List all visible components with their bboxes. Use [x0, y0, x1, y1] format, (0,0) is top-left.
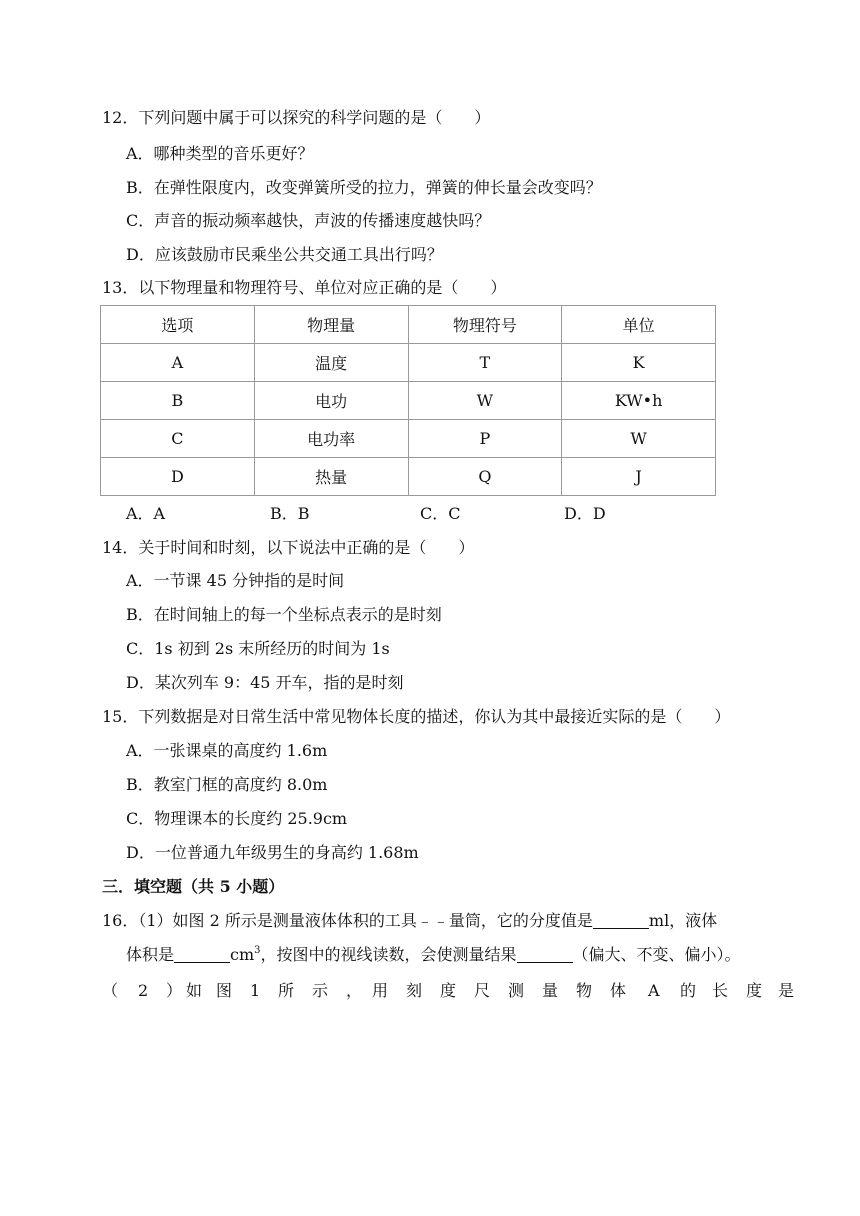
q15-option-a: A．一张课桌的高度约 1.6m — [126, 741, 328, 760]
table-cell: 电功 — [254, 382, 408, 420]
q15-stem: 15．下列数据是对日常生活中常见物体长度的描述，你认为其中最接近实际的是（ ） — [102, 707, 731, 726]
table-cell: D — [101, 458, 255, 496]
q14-option-d: D．某次列车 9：45 开车，指的是时刻 — [126, 673, 404, 692]
q16-char: 图 — [216, 981, 233, 1000]
q16-char: 体 — [610, 981, 627, 1000]
q14-option-c: C．1s 初到 2s 末所经历的时间为 1s — [126, 639, 390, 658]
q15-option-d: D．一位普通九年级男生的身高约 1.68m — [126, 843, 419, 862]
table-header-cell: 选项 — [101, 306, 255, 344]
q12-option-c: C．声音的振动频率越快，声波的传播速度越快吗？ — [126, 211, 491, 230]
q16-line1 — [102, 911, 717, 931]
table-row — [101, 420, 716, 458]
answer-blank[interactable] — [174, 946, 230, 963]
q16-char: 度 — [746, 981, 763, 1000]
q16-char: 1 — [250, 981, 261, 1000]
table-row — [101, 458, 716, 496]
q12-option-a: A．哪种类型的音乐更好？ — [126, 144, 314, 163]
q16-char: （ — [102, 981, 119, 1000]
table-cell: KW•h — [562, 382, 716, 420]
section-heading: 三．填空题（共 5 小题） — [102, 877, 285, 896]
q16-superscript: 3 — [254, 945, 261, 956]
q15-option-b: B．教室门框的高度约 8.0m — [126, 775, 328, 794]
table-cell: B — [101, 382, 255, 420]
q16-text: 16．（1）如图 2 所示是测量液体体积的工具﹣﹣量筒，它的分度值是 — [102, 911, 593, 930]
answer-blank[interactable] — [593, 912, 649, 929]
q12-option-d: D．应该鼓励市民乘坐公共交通工具出行吗？ — [126, 245, 443, 264]
q16-char: 如 — [186, 981, 203, 1000]
q14-stem: 14．关于时间和时刻，以下说法中正确的是（ ） — [102, 538, 475, 557]
q14-option-b: B．在时间轴上的每一个坐标点表示的是时刻 — [126, 605, 442, 624]
q14-option-a: A．一节课 45 分钟指的是时间 — [126, 571, 345, 590]
q16-char: 物 — [576, 981, 593, 1000]
table-cell: 热量 — [254, 458, 408, 496]
q15-option-c: C．物理课本的长度约 25.9cm — [126, 809, 348, 828]
q13-stem: 13．以下物理量和物理符号、单位对应正确的是（ ） — [102, 278, 507, 297]
q16-char: 所 — [278, 981, 295, 1000]
q16-text: 体积是 — [126, 945, 175, 964]
q16-char: 用 — [372, 981, 389, 1000]
table-cell: W — [562, 420, 716, 458]
q16-line2 — [126, 945, 741, 965]
q16-char: 2 — [138, 981, 149, 1000]
q13-table — [100, 305, 716, 496]
table-cell: 温度 — [254, 344, 408, 382]
q16-char: ， — [346, 981, 363, 1000]
table-cell: 电功率 — [254, 420, 408, 458]
q12-option-b: B．在弹性限度内，改变弹簧所受的拉力，弹簧的伸长量会改变吗？ — [126, 178, 602, 197]
table-header-row — [101, 306, 716, 344]
table-cell: W — [408, 382, 562, 420]
q16-char: A — [648, 981, 660, 1000]
table-header-cell: 物理量 — [254, 306, 408, 344]
q13-options — [126, 504, 746, 524]
q16-char: 长 — [712, 981, 729, 1000]
table-cell: P — [408, 420, 562, 458]
q13-option-a: A．A — [126, 504, 166, 523]
q16-char: 量 — [542, 981, 559, 1000]
q16-char: 测 — [508, 981, 525, 1000]
q16-char: 尺 — [474, 981, 491, 1000]
answer-blank[interactable] — [517, 946, 573, 963]
q16-char: 刻 — [406, 981, 423, 1000]
table-cell: A — [101, 344, 255, 382]
table-header-cell: 物理符号 — [408, 306, 562, 344]
q12-stem: 12．下列问题中属于可以探究的科学问题的是（ ） — [102, 108, 491, 127]
table-cell: J — [562, 458, 716, 496]
q16-text: cm — [230, 945, 255, 964]
q13-option-c: C．C — [420, 504, 461, 523]
q16-char: 示 — [312, 981, 329, 1000]
q16-char: 的 — [680, 981, 697, 1000]
q13-option-d: D．D — [564, 504, 606, 523]
q16-char: 度 — [440, 981, 457, 1000]
table-cell: T — [408, 344, 562, 382]
table-cell: C — [101, 420, 255, 458]
q16-text: ml，液体 — [648, 911, 718, 930]
q16-char: ） — [166, 981, 183, 1000]
q16-char: 是 — [778, 981, 795, 1000]
q16-text: ，按图中的视线读数，会使测量结果 — [260, 945, 517, 964]
q16-line3 — [102, 981, 795, 1001]
table-cell: K — [562, 344, 716, 382]
table-header-cell: 单位 — [562, 306, 716, 344]
table-cell: Q — [408, 458, 562, 496]
q16-text: （偏大、不变、偏小）。 — [572, 945, 741, 964]
table-row — [101, 344, 716, 382]
q13-option-b: B．B — [270, 504, 310, 523]
table-row — [101, 382, 716, 420]
